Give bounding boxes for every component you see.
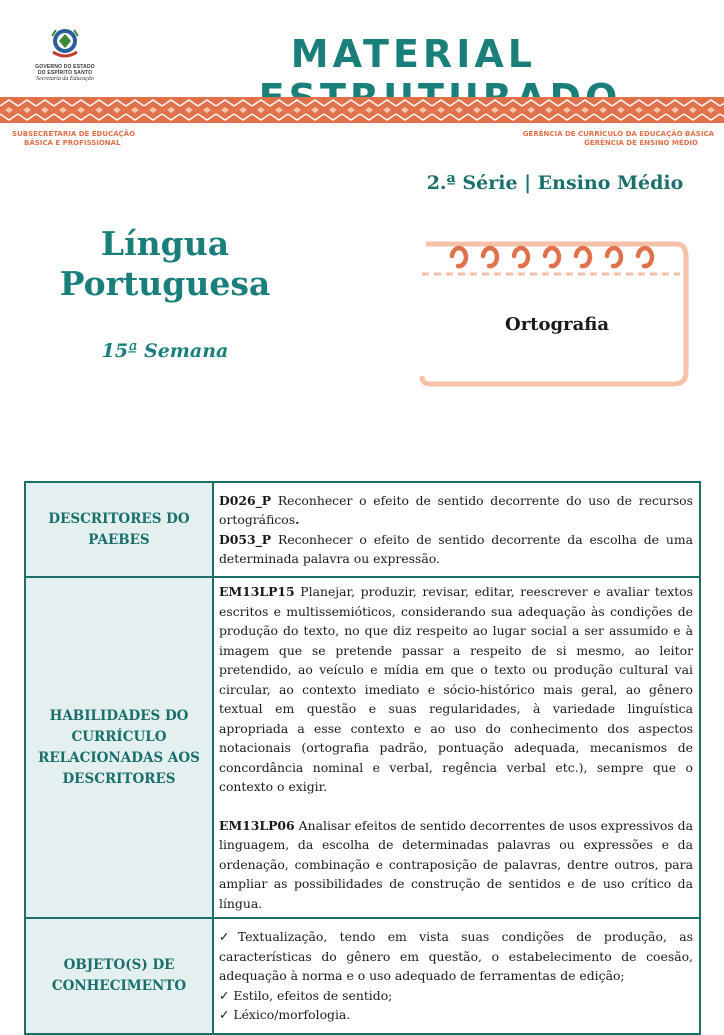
objetos-cell [213,918,700,1034]
topic-label: Ortografia [505,314,609,335]
table-row-objetos [25,918,700,1034]
table-row-habilidades [25,577,700,918]
habilidades-cell [213,577,700,918]
habilidades-header: HABILIDADES DO CURRÍCULO RELACIONADAS AOS DESCRITORES [25,577,213,918]
title-word-1: MATERIAL [290,32,536,76]
descritor-end: . [295,512,300,527]
descritores-cell [213,482,700,577]
gerencia-line-2: GERÊNCIA DE ENSINO MÉDIO [584,139,698,147]
habilidade-item [219,582,693,797]
subsecretaria-line-2: BÁSICA E PROFISSIONAL [24,139,121,147]
gov-line-1: GOVERNO DO ESTADO [35,64,95,70]
subject-line-2: Portuguesa [59,264,271,303]
descritor-text: Reconhecer o efeito de sentido decorrente do uso de recursos ortográficos [219,492,693,527]
objeto-item [219,927,693,986]
subsecretaria-label [12,130,192,148]
habilidade-text: Analisar efeitos de sentido decorrentes de usos expressivos da linguagem, da escolha de determinadas palavras ou expressões e da ordenação, combinação e contraposição de palavras, dentre outros, para ampliar as possibilidades de construção de sentidos e de uso crítico da língua. [219,817,693,911]
descritor-text: Reconhecer o efeito de sentido decorrente da escolha de uma determinada palavra ou expressão. [219,531,693,566]
objeto-text: Estilo, efeitos de sentido; [233,987,393,1003]
descritor-item [219,530,693,569]
objeto-item [219,1005,693,1025]
check-icon: ✓ [219,1007,230,1023]
decorative-band [0,97,724,123]
subsecretaria-line-1: SUBSECRETARIA DE EDUCAÇÃO [12,130,136,138]
subject-line-1: Língua [100,224,230,263]
gov-secretaria: Secretaria da Educação [36,76,94,82]
gerencia-line-1: GERÊNCIA DE CURRÍCULO DA EDUCAÇÃO BÁSICA [522,130,714,138]
week-label: 15ª Semana [101,340,229,362]
objeto-text: Léxico/morfologia. [233,1007,351,1023]
check-icon: ✓ [219,987,230,1003]
objetos-header: OBJETO(S) DE CONHECIMENTO [25,918,213,1034]
descritor-code: D053_P [219,531,272,547]
descritores-header: DESCRITORES DO PAEBES [25,482,213,577]
gov-line-2: DO ESPÍRITO SANTO [37,70,93,76]
habilidade-code: EM13LP06 [219,817,295,833]
state-logo [28,26,102,82]
gerencia-label [454,130,714,148]
subject-title [40,224,290,304]
objeto-item [219,986,693,1006]
habilidade-text: Planejar, produzir, revisar, editar, reescrever e avaliar textos escritos e multissemióticos, considerando sua adequação às condições de produção do texto, no que diz respeito ao lugar social a ser assumido e à imagem que se pretende passar a respeito de si mesmo, ao leitor pretendido, ao veículo e mídia em que o texto ou produção cultural vai circular, ao contexto imediato e sócio-histórico mais geral, ao gênero textual em questão e suas regularidades, à variedade linguística apropriada a esse contexto e ao uso do conhecimento dos aspectos notacionais (ortografia padrão, pontuação adequada, mecanismos de concordância nominal e verbal, regência verbal etc.), sempre que o contexto o exigir. [219,584,693,794]
objeto-text: Textualização, tendo em vista suas condições de produção, as características do gênero em questão, o estabelecimento de coesão, adequação à norma e o uso adequado de ferramentas de edição; [219,929,693,984]
descritor-item [219,491,693,530]
descritor-code: D026_P [219,492,272,508]
serie-label: 2.ª Série | Ensino Médio [426,172,684,194]
table-row-descritores [25,482,700,577]
check-icon: ✓ [219,929,238,945]
coat-of-arms-icon [48,26,82,60]
habilidade-item [219,816,693,914]
notebook-illustration [418,232,692,392]
habilidade-code: EM13LP15 [219,584,295,599]
curriculum-table [24,481,701,1035]
